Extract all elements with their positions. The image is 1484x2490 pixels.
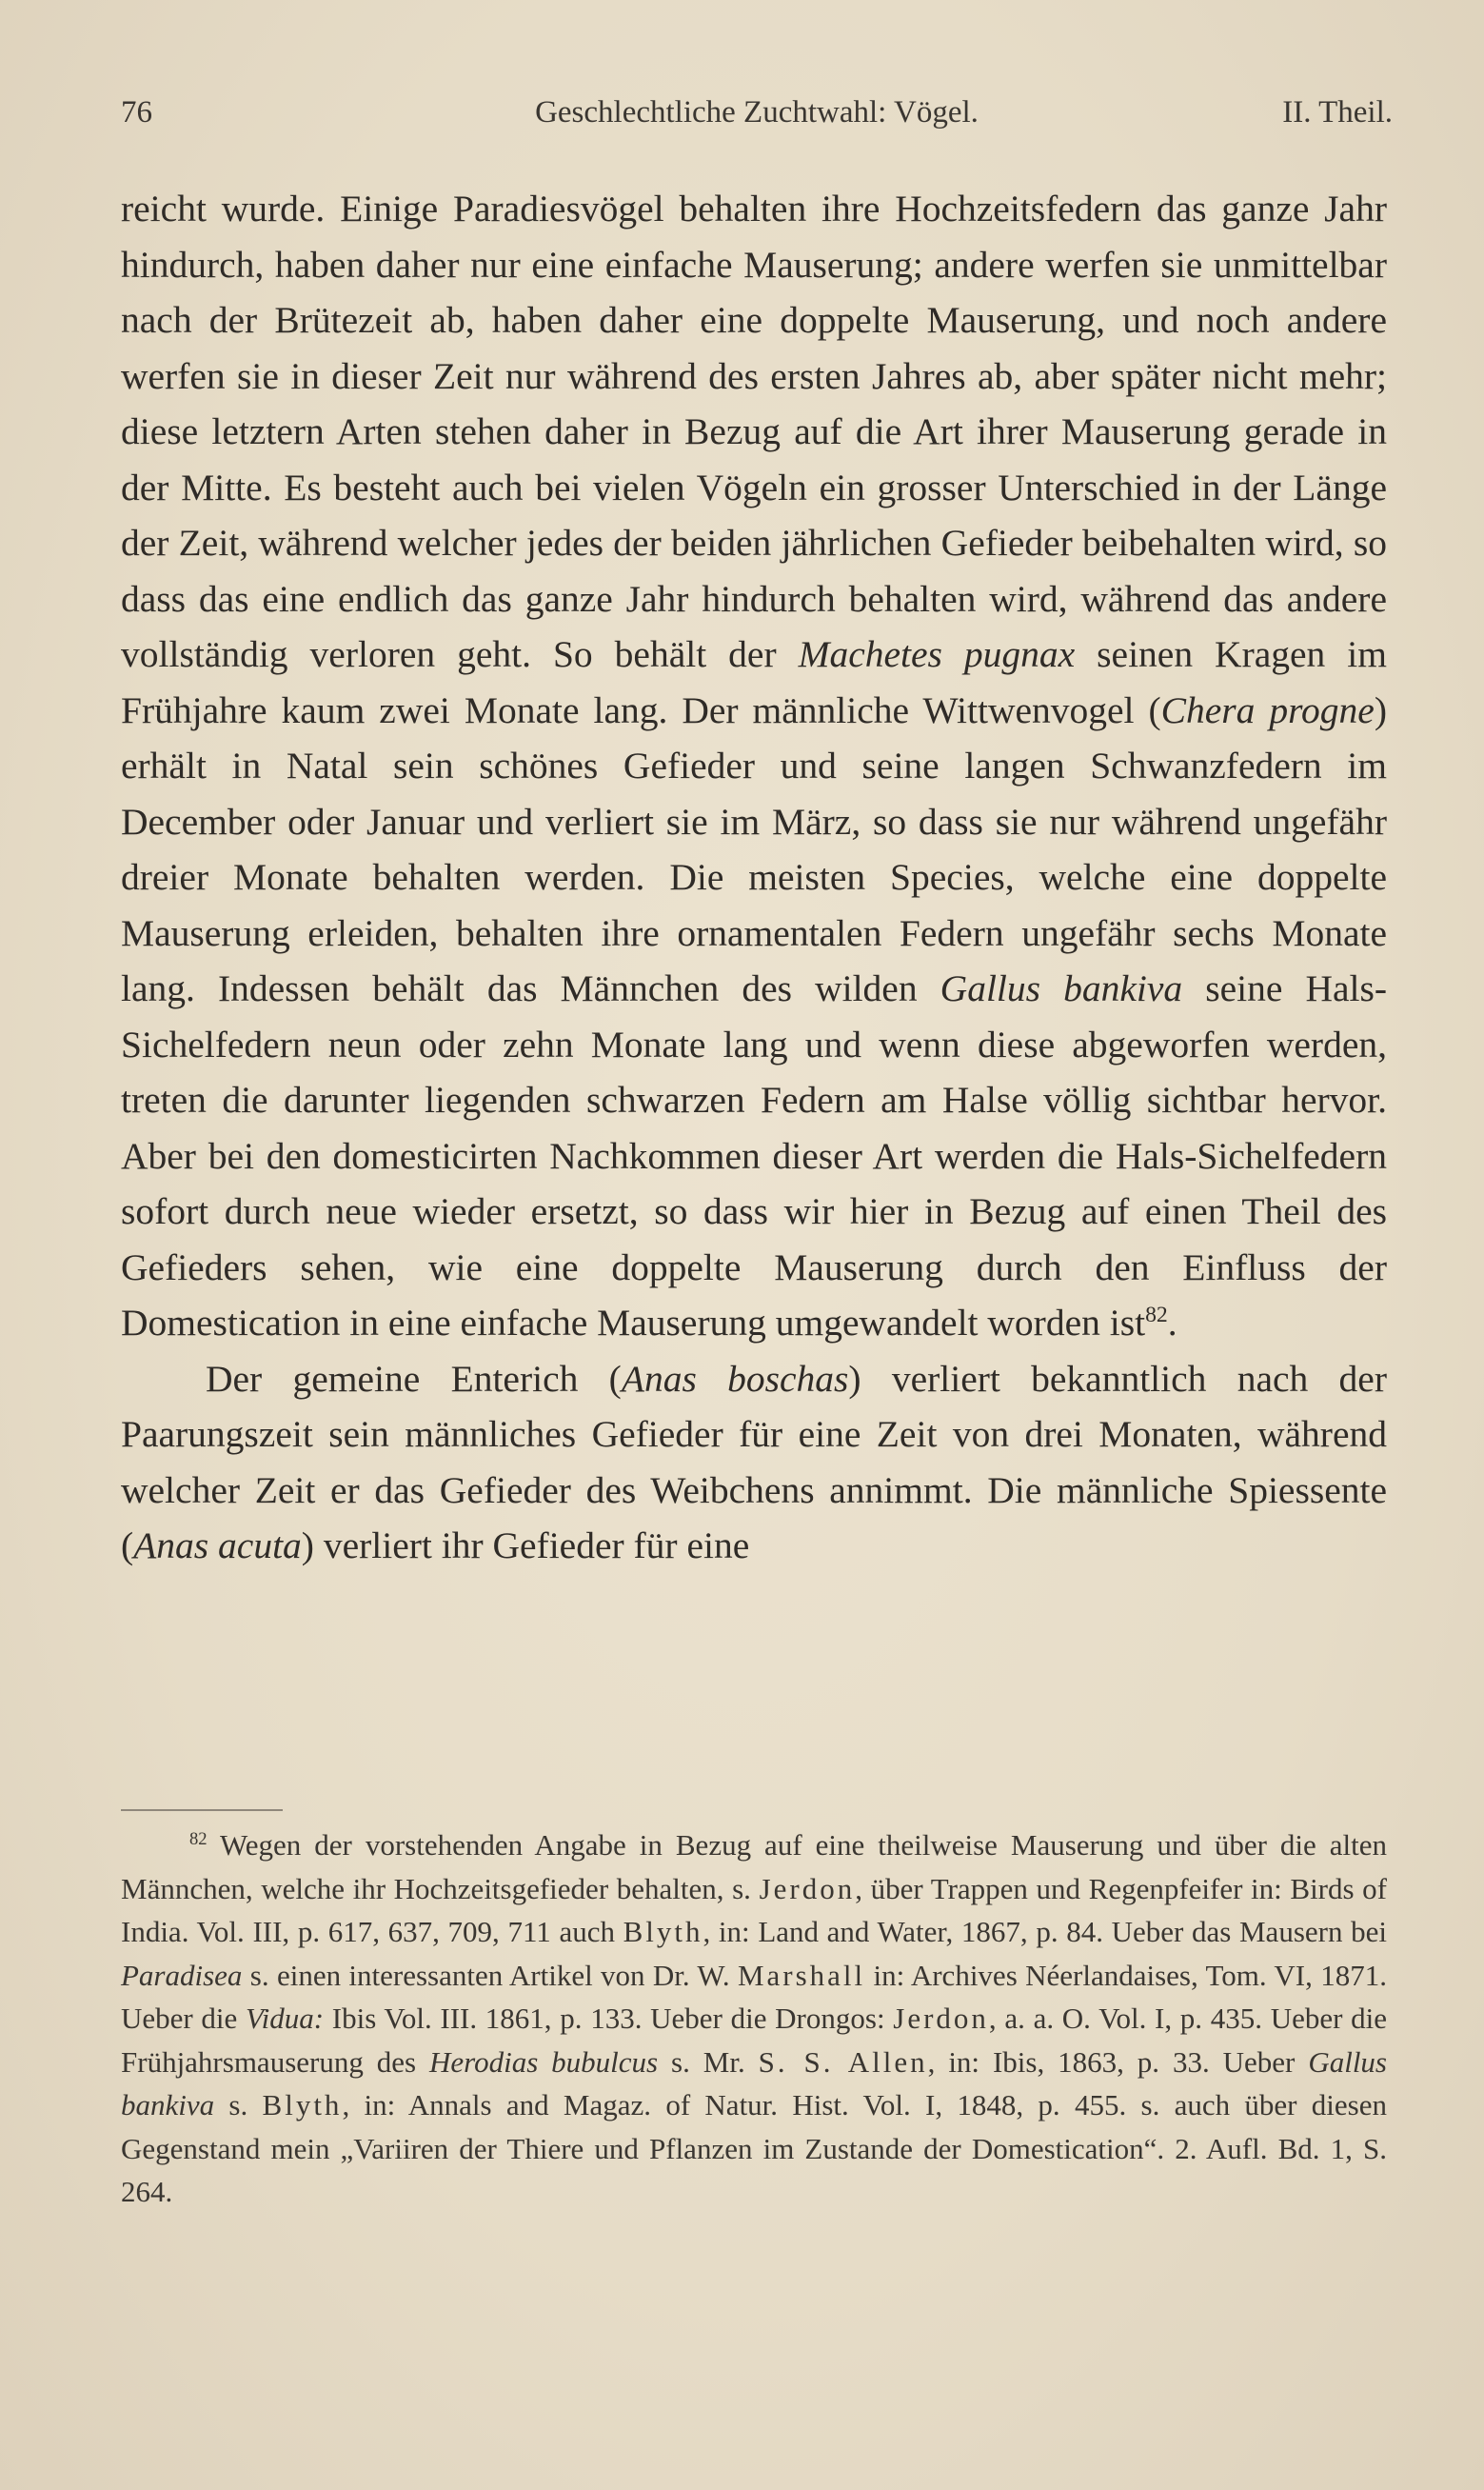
author-name: Marshall — [737, 1958, 866, 1992]
footnote-marker: 82 — [1145, 1302, 1168, 1327]
italic-term: Gallus bankiva — [121, 2044, 1387, 2121]
author-name: Blyth — [262, 2088, 343, 2121]
text-run: in: Archives Néerlandaises, Tom. VI, 1871. Ueber die — [121, 1958, 1387, 2035]
text-run: . — [1167, 1302, 1177, 1344]
text-run: seinen Kragen im Frühjahre kaum zwei Monate lang. Der männliche Wittwenvogel ( — [121, 633, 1387, 731]
text-run: s. Mr. — [658, 2044, 759, 2079]
text-run: Der gemeine Enterich ( — [206, 1357, 622, 1400]
text-run: , in: Ibis, 1863, p. 33. Ueber — [927, 2044, 1309, 2079]
main-text — [121, 181, 1387, 1574]
text-run: seine Hals-Sichelfedern neun oder zehn Monate lang und wenn diese abgeworfen werden, treten die darunter liegenden schwarzen Federn am Halse völlig sichtbar hervor. Aber bei den domesticirten Nachkommen dieser Art werden die Hals-Sichelfedern sofort durch neue wieder ersetzt, so dass wir hier in Bezug auf einen Theil des Gefieders sehen, wie eine doppelte Mauserung durch den Einfluss der Domestication in eine einfache Mauserung umgewandelt worden ist — [121, 967, 1388, 1344]
text-run: , in: Land and Water, 1867, p. 84. Ueber das Mausern bei — [702, 1915, 1387, 1948]
author-name: Jerdon — [759, 1871, 856, 1905]
running-header — [121, 95, 1393, 143]
italic-term: Herodias bubulcus — [429, 2044, 659, 2079]
footnote-divider — [121, 1809, 283, 1811]
text-run: ) verliert ihr Gefieder für eine — [301, 1524, 750, 1566]
italic-term: Vidua: — [246, 2002, 325, 2035]
text-run: Ibis Vol. III. 1861, p. 133. Ueber die Drongos: — [324, 2002, 894, 2035]
italic-term: Gallus bankiva — [940, 967, 1183, 1009]
author-name: S. S. Allen — [758, 2044, 928, 2079]
text-run: , a. a. O. Vol. I, p. 435. Ueber die Frühjahrsmauserung des — [121, 2002, 1388, 2079]
page-number: 76 — [121, 95, 152, 129]
text-run: ) erhält in Natal sein schönes Gefieder und seine langen Schwanzfedern im December oder Januar und verliert sie im März, so dass sie nur während ungefähr dreier Monate behalten werden. Die meisten Species, welche eine doppelte Mauserung erleiden, behalten ihre ornamentalen Federn ungefähr sechs Monate lang. Indessen behält das Männchen des wilden — [121, 688, 1387, 1009]
author-name: Blyth — [623, 1915, 703, 1948]
paragraph — [121, 1351, 1387, 1574]
text-run: reicht wurde. Einige Paradiesvögel behalten ihre Hochzeitsfedern das ganze Jahr hindurch, haben daher nur eine einfache Mauserung; andere werfen sie unmittelbar nach der Brütezeit ab, haben daher eine doppelte Mauserung, und noch andere werfen sie in dieser Zeit nur während des ersten Jahres ab, aber später nicht mehr; diese letztern Arten stehen daher in Bezug auf die Art ihrer Mauserung gerade in der Mitte. Es besteht auch bei vielen Vögeln ein grosser Unterschied in der Länge der Zeit, während welcher jedes der beiden jährlichen Gefieder beibehalten wird, so dass das eine endlich das ganze Jahr hindurch behalten wird, während das andere vollständig verloren geht. So behält der — [121, 188, 1387, 675]
italic-term: Anas boschas — [621, 1357, 849, 1400]
author-name: Jerdon — [893, 2002, 989, 2035]
text-run: Wegen der vorstehenden Angabe in Bezug auf eine theilweise Mauserung und über die alten Männchen, welche ihr Hochzeitsgefieder behalten, s. — [121, 1828, 1387, 1905]
footnote-82 — [121, 1823, 1387, 2214]
paragraph — [121, 181, 1387, 1351]
italic-term: Anas acuta — [133, 1524, 302, 1566]
text-run: s. — [214, 2088, 263, 2121]
text-run: ) verliert bekanntlich nach der Paarungszeit sein männliches Gefieder für eine Zeit von drei Monaten, während welcher Zeit er das Gefieder des Weibchens annimmt. Die männliche Spiessente ( — [121, 1357, 1387, 1566]
running-title: Geschlechtliche Zuchtwahl: Vögel. — [535, 95, 979, 129]
text-run: , in: Annals and Magaz. of Natur. Hist. Vol. I, 1848, p. 455. s. auch über diesen Gegenstand mein „Variiren der Thiere und Pflanzen im Zustande der Domestication“. 2. Aufl. Bd. 1, S. 264. — [121, 2088, 1387, 2208]
footnote — [121, 1823, 1387, 2214]
italic-term: Machetes pugnax — [798, 633, 1076, 675]
part-label: II. Theil. — [1282, 95, 1393, 129]
text-run: s. einen interessanten Artikel von Dr. W. — [242, 1958, 738, 1992]
italic-term: Paradisea — [121, 1958, 243, 1992]
italic-term: Chera progne — [1160, 688, 1375, 731]
footnote-marker: 82 — [189, 1828, 208, 1849]
text-run: , über Trappen und Regenpfeifer in: Birds of India. Vol. III, p. 617, 637, 709, 711 auch — [121, 1871, 1388, 1948]
